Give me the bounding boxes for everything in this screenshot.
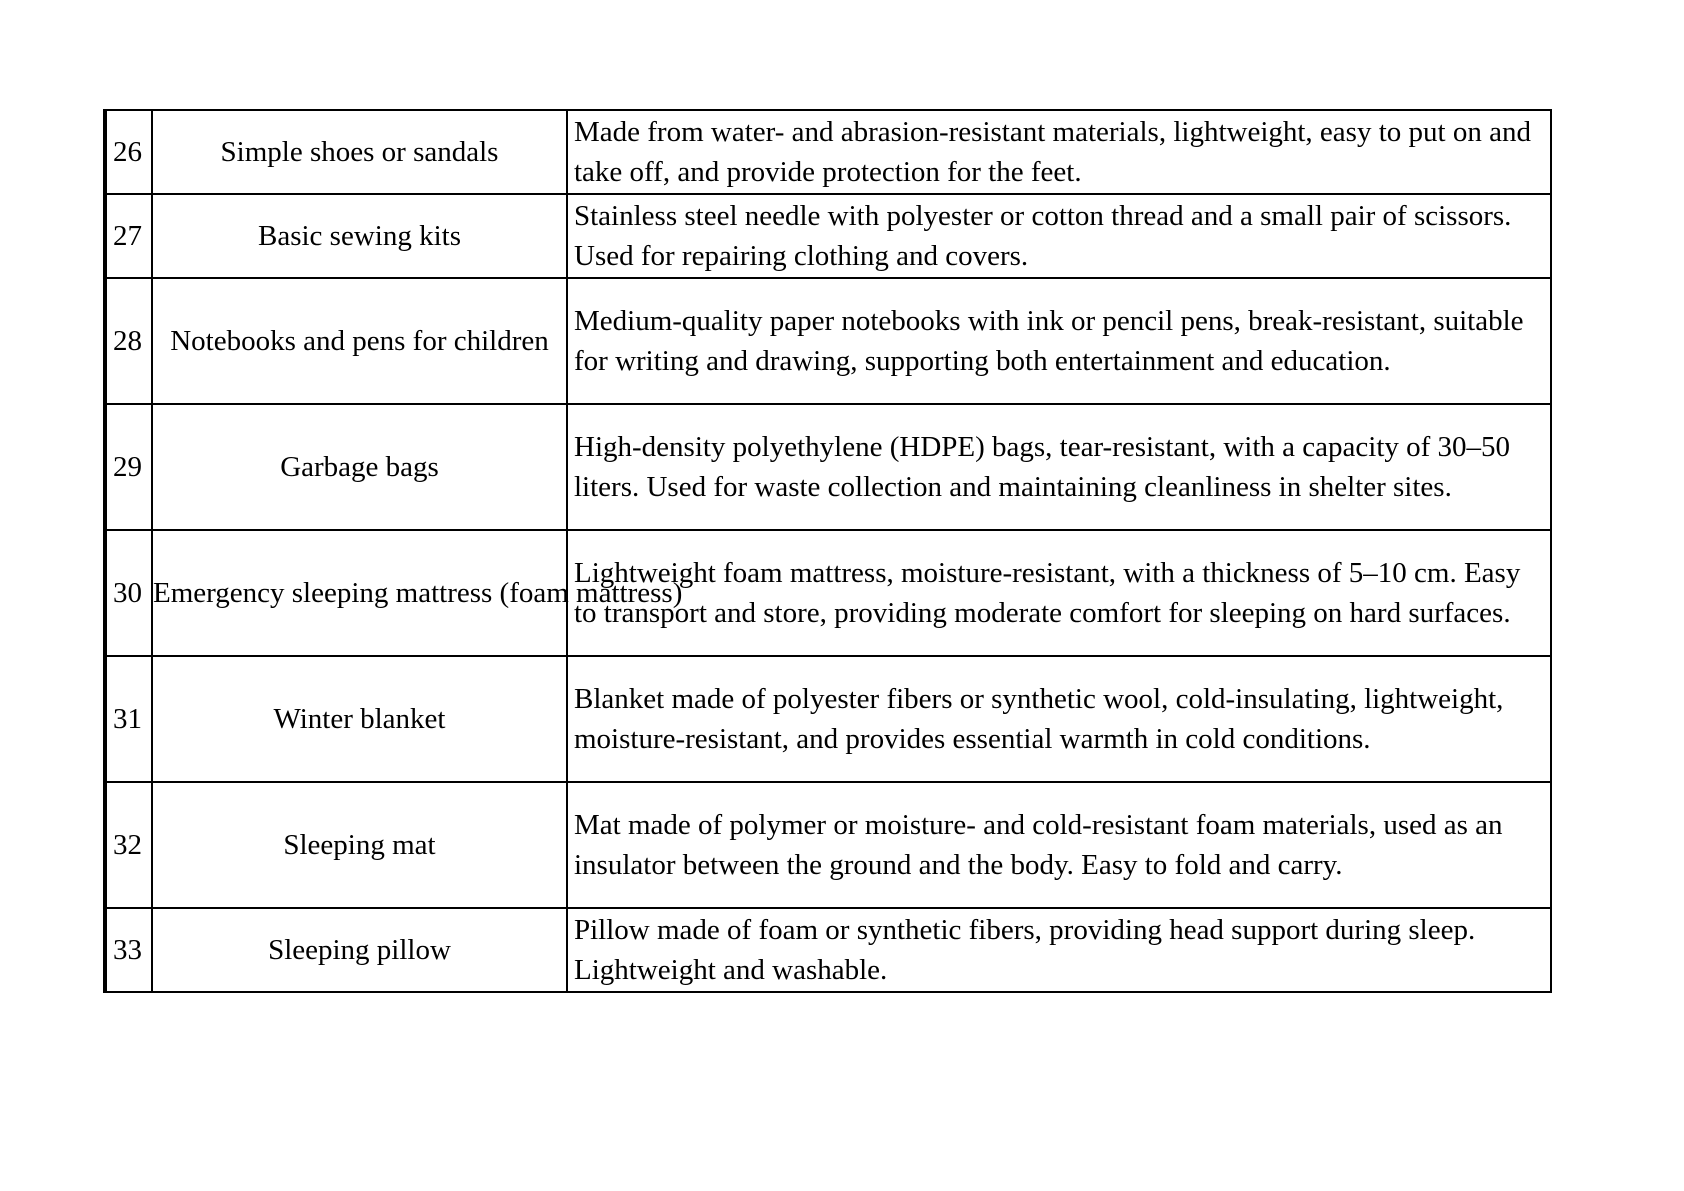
item-name: Garbage bags xyxy=(152,404,567,530)
table-row xyxy=(105,194,1551,278)
item-description: High-density polyethylene (HDPE) bags, tear-resistant, with a capacity of 30–50 liters. Used for waste collection and maintaining cleanliness in shelter sites. xyxy=(567,404,1551,530)
item-name: Sleeping pillow xyxy=(152,908,567,992)
item-number: 31 xyxy=(105,656,152,782)
item-description: Lightweight foam mattress, moisture-resistant, with a thickness of 5–10 cm. Easy to transport and store, providing moderate comfort for sleeping on hard surfaces. xyxy=(567,530,1551,656)
item-description: Blanket made of polyester fibers or synthetic wool, cold-insulating, lightweight, moisture-resistant, and provides essential warmth in cold conditions. xyxy=(567,656,1551,782)
table-row xyxy=(105,908,1551,992)
table-row xyxy=(105,782,1551,908)
item-number: 28 xyxy=(105,278,152,404)
item-name: Winter blanket xyxy=(152,656,567,782)
table-row xyxy=(105,278,1551,404)
item-number: 32 xyxy=(105,782,152,908)
item-number: 27 xyxy=(105,194,152,278)
item-number: 29 xyxy=(105,404,152,530)
item-description: Mat made of polymer or moisture- and cold-resistant foam materials, used as an insulator between the ground and the body. Easy to fold and carry. xyxy=(567,782,1551,908)
table-row xyxy=(105,530,1551,656)
item-description: Pillow made of foam or synthetic fibers, providing head support during sleep. Lightweight and washable. xyxy=(567,908,1551,992)
item-description: Medium-quality paper notebooks with ink or pencil pens, break-resistant, suitable for writing and drawing, supporting both entertainment and education. xyxy=(567,278,1551,404)
item-number: 33 xyxy=(105,908,152,992)
item-number: 30 xyxy=(105,530,152,656)
table-row xyxy=(105,110,1551,194)
item-number: 26 xyxy=(105,110,152,194)
table-row xyxy=(105,404,1551,530)
item-name: Sleeping mat xyxy=(152,782,567,908)
item-name: Simple shoes or sandals xyxy=(152,110,567,194)
item-name: Basic sewing kits xyxy=(152,194,567,278)
items-table xyxy=(103,109,1552,993)
item-name: Notebooks and pens for children xyxy=(152,278,567,404)
table-row xyxy=(105,656,1551,782)
item-description: Made from water- and abrasion-resistant materials, lightweight, easy to put on and take off, and provide protection for the feet. xyxy=(567,110,1551,194)
item-name: Emergency sleeping mattress (foam mattress) xyxy=(152,530,567,656)
item-description: Stainless steel needle with polyester or cotton thread and a small pair of scissors. Used for repairing clothing and covers. xyxy=(567,194,1551,278)
